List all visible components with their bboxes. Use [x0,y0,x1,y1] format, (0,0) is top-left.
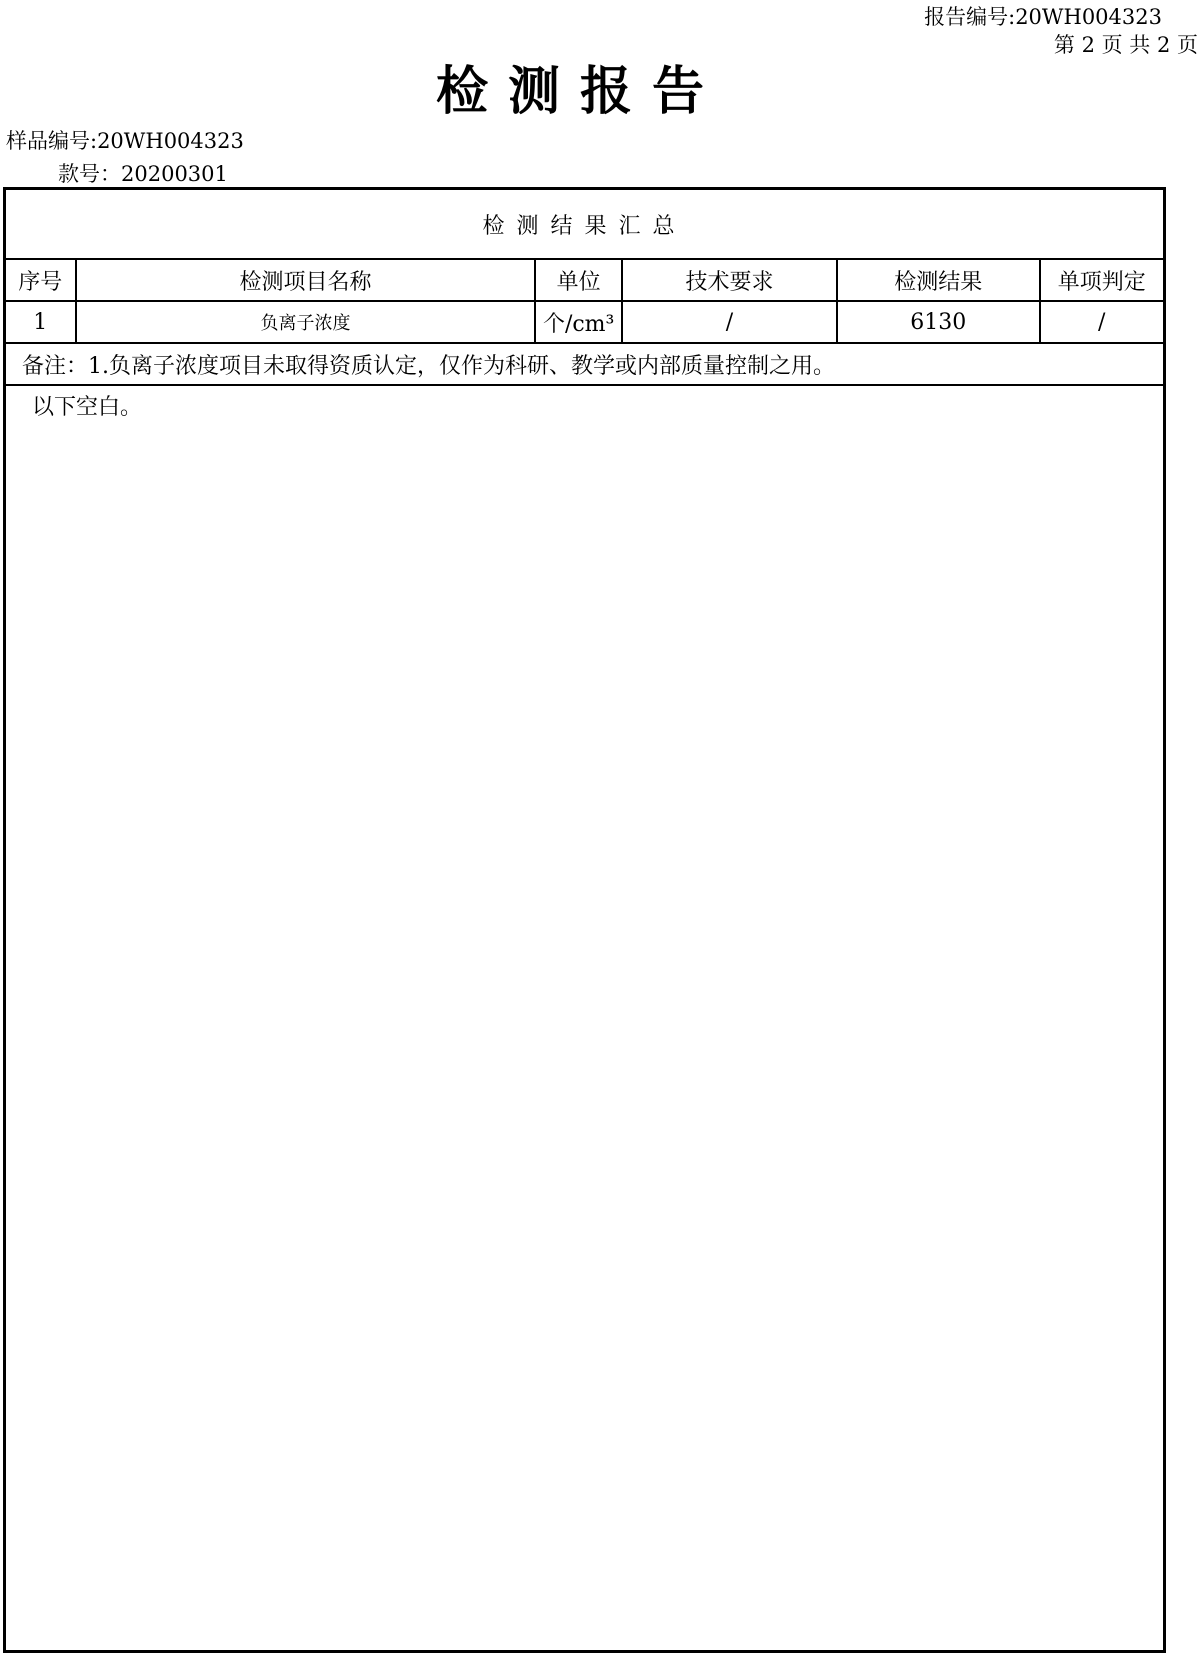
cell-unit: 个/cm³ [535,301,621,343]
summary-title: 检测结果汇总 [6,190,1163,259]
report-number: 报告编号:20WH004323 [924,5,1162,29]
results-table [6,190,1163,386]
column-header-item: 检测项目名称 [76,259,536,301]
note-text: 备注：1.负离子浓度项目未取得资质认定，仅作为科研、教学或内部质量控制之用。 [6,343,1163,385]
sample-number: 样品编号:20WH004323 [6,129,244,153]
page-info: 第 2 页 共 2 页 [1053,33,1198,57]
cell-judgement: / [1040,301,1163,343]
column-header-seq: 序号 [6,259,76,301]
blank-text: 以下空白。 [32,395,143,420]
report-frame [3,187,1166,1653]
style-number: 款号：20200301 [58,162,228,186]
column-header-requirement: 技术要求 [622,259,837,301]
table-row [6,301,1163,343]
column-header-judgement: 单项判定 [1040,259,1163,301]
cell-result: 6130 [837,301,1039,343]
table-header-row [6,259,1163,301]
cell-seq: 1 [6,301,76,343]
page-title: 检测报告 [435,62,724,122]
column-header-unit: 单位 [535,259,621,301]
cell-requirement: / [622,301,837,343]
column-header-result: 检测结果 [837,259,1039,301]
cell-item-name: 负离子浓度 [76,301,536,343]
